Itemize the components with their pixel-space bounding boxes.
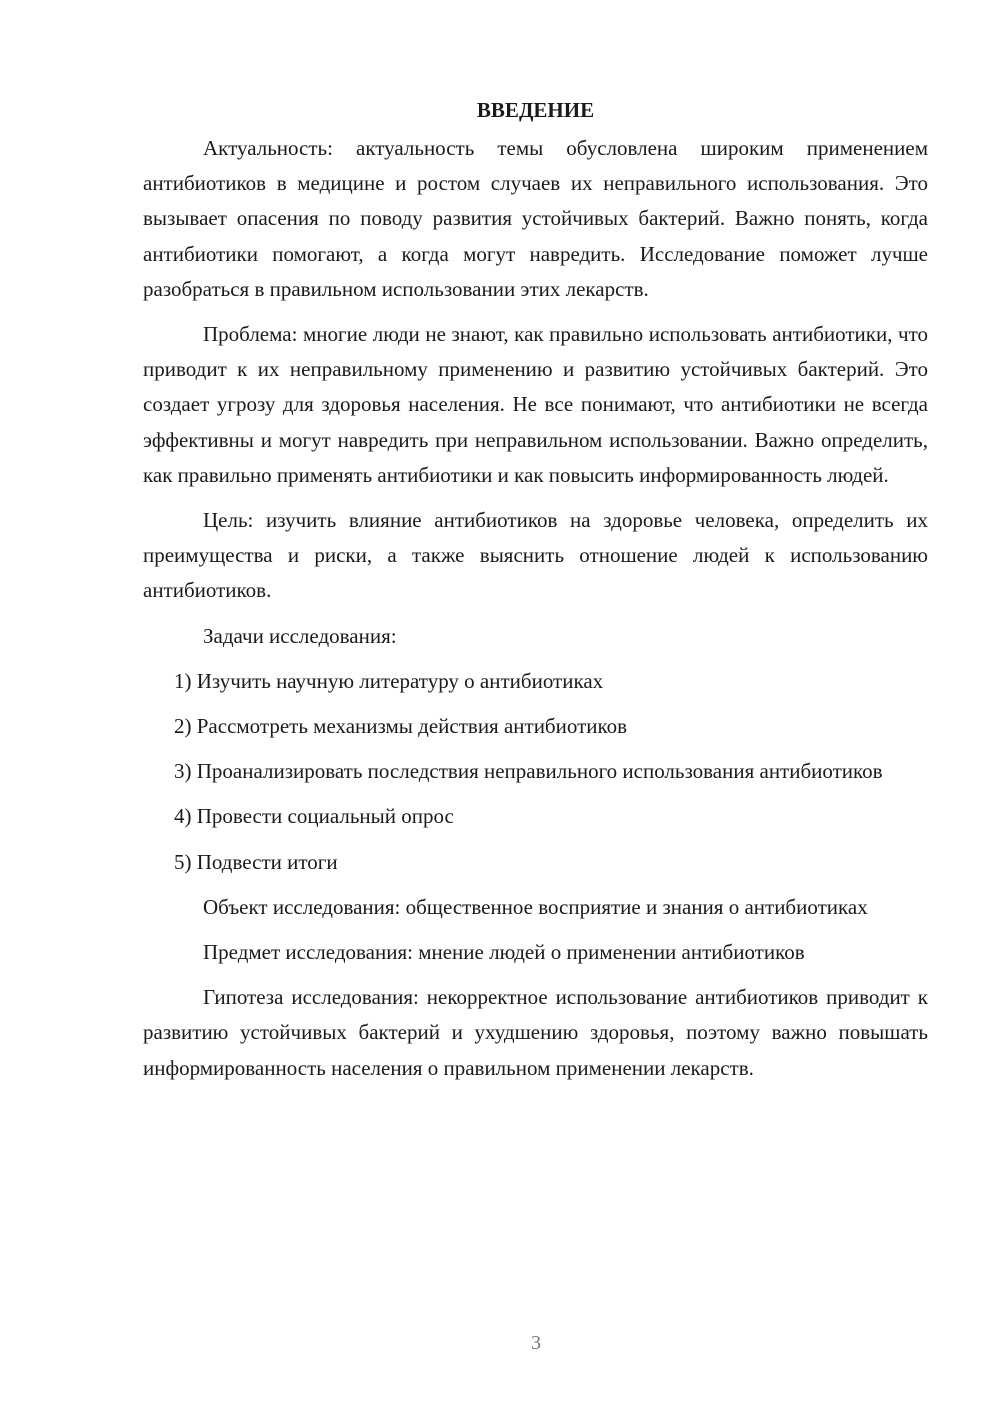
section-heading: ВВЕДЕНИЕ xyxy=(476,98,595,122)
paragraph-relevance: Актуальность: актуальность темы обусловлена широким применением антибиотиков в медицине и ростом случаев их неправильного использования. Это вызывает опасения по поводу развития устойчивых бактерий. Важно понять, когда антибиотики помогают, а когда могут навредить. Исследование поможет лучше разобраться в правильном использовании этих лекарств. xyxy=(143,136,928,301)
paragraph-object: Объект исследования: общественное восприятие и знания о антибиотиках xyxy=(203,894,868,919)
page-number: 3 xyxy=(531,1332,541,1354)
task-item-3: 3) Проанализировать последствия неправильного использования антибиотиков xyxy=(174,759,883,784)
document-page xyxy=(143,95,928,1096)
task-item-2: 2) Рассмотреть механизмы действия антибиотиков xyxy=(174,714,628,739)
paragraph-subject: Предмет исследования: мнение людей о применении антибиотиков xyxy=(203,940,805,965)
paragraph-goal: Цель: изучить влияние антибиотиков на здоровье человека, определить их преимущества и риски, а также выяснить отношение людей к использованию антибиотиков. xyxy=(143,508,928,603)
paragraph-tasks-intro: Задачи исследования: xyxy=(203,623,397,648)
task-item-1: 1) Изучить научную литературу о антибиотиках xyxy=(174,668,604,693)
paragraph-hypothesis: Гипотеза исследования: некорректное использование антибиотиков приводит к развитию устойчивых бактерий и ухудшению здоровья, поэтому важно повышать информированность населения о правильном применении лекарств. xyxy=(143,985,928,1080)
paragraph-problem: Проблема: многие люди не знают, как правильно использовать антибиотики, что приводит к их неправильному применению и развитию устойчивых бактерий. Это создает угрозу для здоровья населения. Не все понимают, что антибиотики не всегда эффективны и могут навредить при неправильном использовании. Важно определить, как правильно применять антибиотики и как повысить информированность людей. xyxy=(143,322,928,487)
task-item-5: 5) Подвести итоги xyxy=(174,849,338,874)
task-item-4: 4) Провести социальный опрос xyxy=(174,804,454,829)
